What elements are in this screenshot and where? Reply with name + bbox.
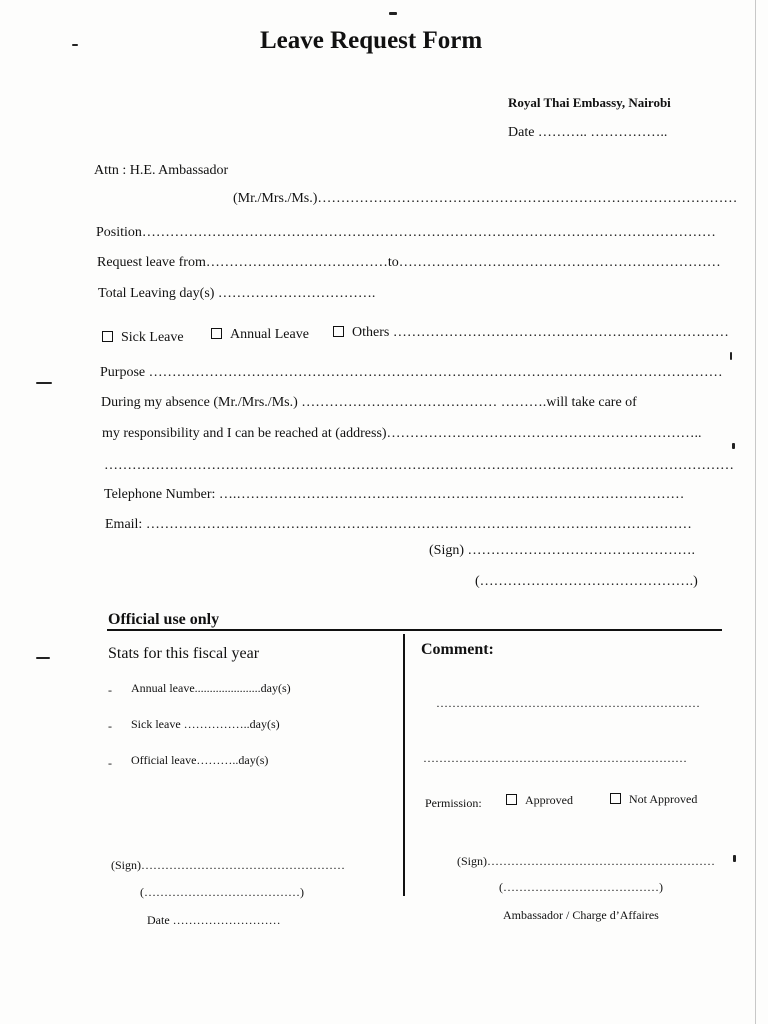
applicant-sign-field[interactable]: (Sign) …………………………………………. xyxy=(429,543,695,558)
official-use-divider xyxy=(107,629,722,631)
applicant-name-field[interactable]: (……………………………………….) xyxy=(475,574,698,589)
scan-speck xyxy=(732,443,735,449)
official-vertical-divider xyxy=(403,634,405,896)
scan-speck xyxy=(36,657,50,659)
address-field[interactable]: my responsibility and I can be reached at (address)………………………………………………………….. xyxy=(102,426,702,441)
ambassador-sign-field[interactable]: (Sign)………………………………………………… xyxy=(457,854,715,868)
ambassador-name-field[interactable]: (…………………………………) xyxy=(499,880,663,894)
scan-speck xyxy=(733,855,736,862)
approved-label: Approved xyxy=(525,793,573,807)
others-checkbox[interactable] xyxy=(333,326,344,337)
stat-dash: - xyxy=(108,719,112,733)
embassy-name: Royal Thai Embassy, Nairobi xyxy=(508,95,671,110)
official-sign-field[interactable]: (Sign)…………………………………………… xyxy=(111,858,345,872)
sick-leave-option[interactable] xyxy=(102,330,184,346)
page-edge-line xyxy=(755,0,756,1024)
annual-leave-label: Annual Leave xyxy=(230,327,309,342)
not-approved-label: Not Approved xyxy=(629,792,698,806)
official-use-heading: Official use only xyxy=(108,611,220,628)
ambassador-title: Ambassador / Charge d’Affaires xyxy=(503,908,659,922)
scan-speck xyxy=(36,382,52,384)
others-option[interactable] xyxy=(333,325,729,341)
request-leave-field[interactable]: Request leave from…………………………………to…………………………………………………………… xyxy=(97,255,721,270)
approved-option[interactable] xyxy=(506,792,573,808)
permission-label: Permission: xyxy=(425,796,482,810)
form-title: Leave Request Form xyxy=(260,27,483,54)
official-date-field[interactable]: Date ……………………… xyxy=(147,913,281,927)
total-days-field[interactable]: Total Leaving day(s) ……………………………. xyxy=(98,286,376,301)
telephone-field[interactable]: Telephone Number: ….…………………………………………………………………………………… xyxy=(104,487,685,502)
annual-leave-stat[interactable]: Annual leave......................day(s) xyxy=(131,681,291,695)
address-line-field[interactable]: ……………………………………………………………………………………………………………………… xyxy=(104,458,734,473)
not-approved-option[interactable] xyxy=(610,791,697,807)
approved-checkbox[interactable] xyxy=(506,794,517,805)
sick-leave-label: Sick Leave xyxy=(121,330,184,345)
absence-field[interactable]: During my absence (Mr./Mrs./Ms.) …………………………………… ……….will take care of xyxy=(101,395,637,410)
official-name-field[interactable]: (…………………………………) xyxy=(140,885,304,899)
stat-dash: - xyxy=(108,756,112,770)
others-field[interactable]: Others ……………………………………………………………… xyxy=(352,325,729,340)
comment-heading: Comment: xyxy=(421,641,494,658)
comment-line-2[interactable]: ………………………………………………………… xyxy=(423,751,687,765)
sick-leave-stat[interactable]: Sick leave ……………..day(s) xyxy=(131,717,280,731)
comment-line-1[interactable]: ………………………………………………………… xyxy=(436,696,700,710)
official-leave-stat[interactable]: Official leave………..day(s) xyxy=(131,753,269,767)
stat-dash: - xyxy=(108,683,112,697)
not-approved-checkbox[interactable] xyxy=(610,793,621,804)
scan-speck xyxy=(72,44,78,46)
scan-speck xyxy=(730,352,732,360)
scan-speck xyxy=(389,12,397,15)
email-field[interactable]: Email: ……………………………………………………………………………………………………… xyxy=(105,517,692,532)
sick-leave-checkbox[interactable] xyxy=(102,331,113,342)
annual-leave-option[interactable] xyxy=(211,327,309,343)
stats-heading: Stats for this fiscal year xyxy=(108,645,260,662)
name-field[interactable]: (Mr./Mrs./Ms.)……………………………………………………………………………… xyxy=(233,191,738,206)
purpose-field[interactable]: Purpose …………………………………………………………………………………………………………… xyxy=(100,365,723,380)
position-field[interactable]: Position…………………………………………………………………………………………………………… xyxy=(96,225,716,240)
date-field[interactable]: Date ……….. …………….. xyxy=(508,125,668,140)
annual-leave-checkbox[interactable] xyxy=(211,328,222,339)
attn-line: Attn : H.E. Ambassador xyxy=(94,163,229,178)
